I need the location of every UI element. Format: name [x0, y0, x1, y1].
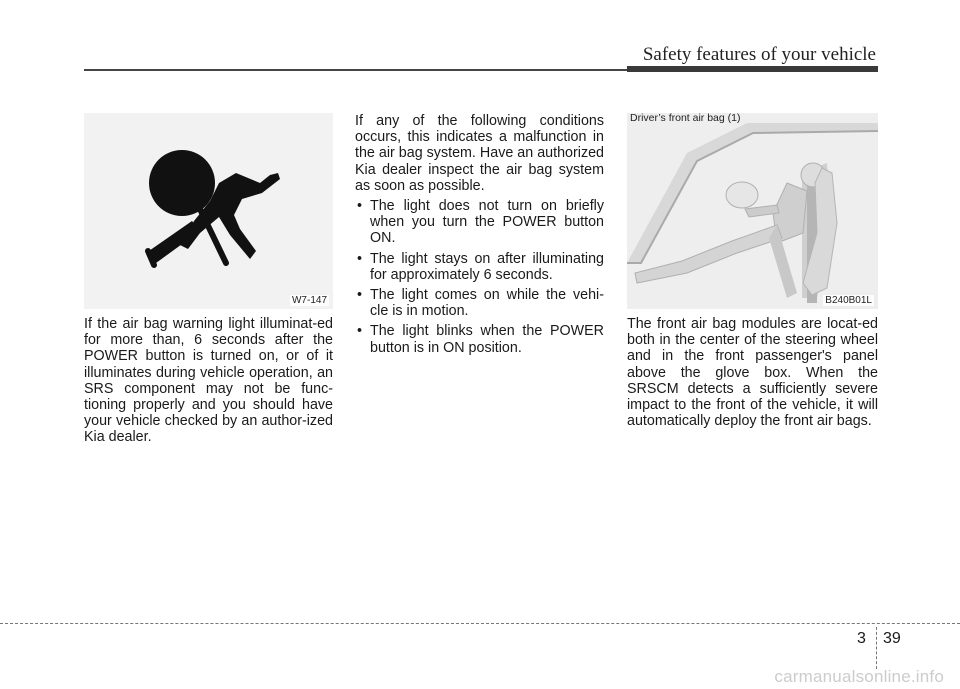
airbag-warning-figure	[84, 113, 333, 309]
list-item: • The light does not turn on briefly when you turn the POWER button ON.	[355, 198, 604, 247]
figure-caption: Driver’s front air bag (1)	[630, 112, 741, 124]
page-number: 39	[883, 630, 901, 647]
warning-light-paragraph: If the air bag warning light illuminat-ed for more than, 6 seconds after the POWER button is turned on, or of it illuminates during vehicle operation, an SRS component may not be func-tioning properly and you should have your vehicle checked by an author-ized Kia dealer.	[84, 316, 333, 446]
figure-code: B240B01L	[825, 295, 872, 306]
footer-rule	[0, 623, 960, 624]
driver-airbag-figure	[627, 113, 878, 309]
malfunction-intro-paragraph: If any of the following conditions occurs, this indicates a malfunction in the air bag system. Have an authorized Kia dealer inspect the air bag system as soon as possible.	[355, 113, 604, 194]
header-tab-bar	[627, 66, 878, 72]
chapter-number: 3	[857, 630, 866, 647]
driver-airbag-illustration	[627, 113, 878, 309]
footer-separator	[876, 627, 877, 669]
figure-code: W7-147	[291, 295, 327, 306]
airbag-warning-icon	[84, 113, 333, 309]
malfunction-conditions-list	[355, 198, 604, 356]
list-item: • The light blinks when the POWER button is in ON position.	[355, 323, 604, 355]
watermark: carmanualsonline.info	[774, 667, 944, 686]
text-column-2	[355, 113, 604, 360]
list-item: • The light stays on after illuminating for approximately 6 seconds.	[355, 251, 604, 283]
text-column-1	[84, 316, 333, 446]
page-header-title: Safety features of your vehicle	[642, 44, 876, 65]
text-column-3	[627, 316, 878, 429]
airbag-modules-paragraph: The front air bag modules are locat-ed both in the center of the steering wheel and in the front passenger's panel above the glove box. When the SRSCM detects a sufficiently severe impact to the front of the vehicle, it will automatically deploy the front air bags.	[627, 316, 878, 430]
list-item: • The light comes on while the vehi-cle is in motion.	[355, 287, 604, 319]
